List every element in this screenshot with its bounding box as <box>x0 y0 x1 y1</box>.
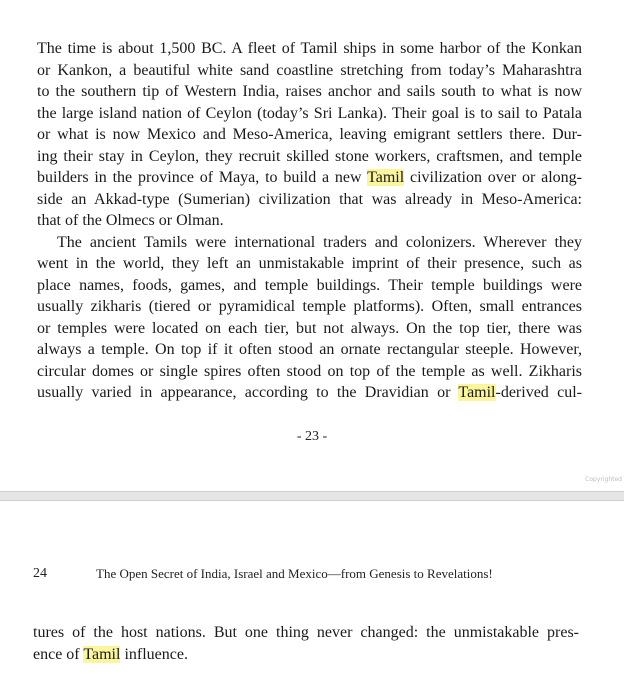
text-line-with-highlight <box>37 382 582 404</box>
text-line: The time is about 1,500 BC. A fleet of Tamil ships in some harbor of the Konkan <box>37 40 582 57</box>
text-line: side an Akkad-type (Sumerian) civilization that was already in Meso-America: <box>37 190 582 208</box>
text-line: or temples were located on each tier, but not always. On the top tier, there was <box>37 319 582 337</box>
text-segment: usually varied in appearance, according to the Dravidian or <box>37 384 459 401</box>
text-line: place names, foods, games, and temple buildings. Their temple buildings were <box>37 276 582 294</box>
text-line-with-highlight <box>33 644 579 666</box>
text-line: tures of the host nations. But one thing never changed: the unmistakable pres- <box>33 624 579 641</box>
running-head-title: The Open Secret of India, Israel and Mexico—from Genesis to Revelations! <box>96 566 493 581</box>
running-head-page-number: 24 <box>33 566 47 581</box>
text-line: or what is now Mexico and Meso-America, leaving emigrant settlers there. Dur- <box>37 126 582 143</box>
text-line: The ancient Tamils were international traders and colonizers. Wherever they <box>57 233 582 251</box>
text-line: always a temple. On top if it often stood an ornate rectangular steeple. However, <box>37 341 582 358</box>
text-line: ing their stay in Ceylon, they recruit skilled stone workers, craftsmen, and temple <box>37 147 582 165</box>
text-line: usually zikharis (tiered or pyramidical temple platforms). Often, small entrances <box>37 298 582 315</box>
search-highlight[interactable]: Tamil <box>367 169 405 186</box>
text-line: went in the world, they left an unmistakable imprint of their presence, such as <box>37 255 582 272</box>
copyright-watermark: Copyrighted <box>585 476 622 483</box>
page-number: - 23 - <box>296 429 328 444</box>
paragraph-continuation <box>33 622 579 665</box>
text-segment: builders in the province of Maya, to build a new <box>37 169 368 186</box>
text-line: the large island nation of Ceylon (today’s Sri Lanka). Their goal is to sail to Patala <box>37 104 582 122</box>
paragraph-2 <box>37 232 582 404</box>
text-line: circular domes or single spires often stood on top of the temple as well. Zikharis <box>37 362 582 380</box>
text-line: or Kankon, a beautiful white sand coastline stretching from today’s Maharashtra <box>37 61 582 79</box>
paragraph-1 <box>37 38 582 404</box>
text-line: to the southern tip of Western India, raises anchor and sails south to what is now <box>37 83 582 100</box>
text-segment: influence. <box>120 645 188 663</box>
search-highlight[interactable]: Tamil <box>83 645 121 663</box>
text-line: that of the Olmecs or Olman. <box>37 212 224 229</box>
text-segment: civilization over or along- <box>404 169 583 186</box>
text-segment: ence of <box>33 645 84 663</box>
text-segment: -derived cul- <box>495 384 582 401</box>
page-separator <box>0 491 624 501</box>
text-line-with-highlight <box>37 167 582 189</box>
search-highlight[interactable]: Tamil <box>458 384 496 401</box>
